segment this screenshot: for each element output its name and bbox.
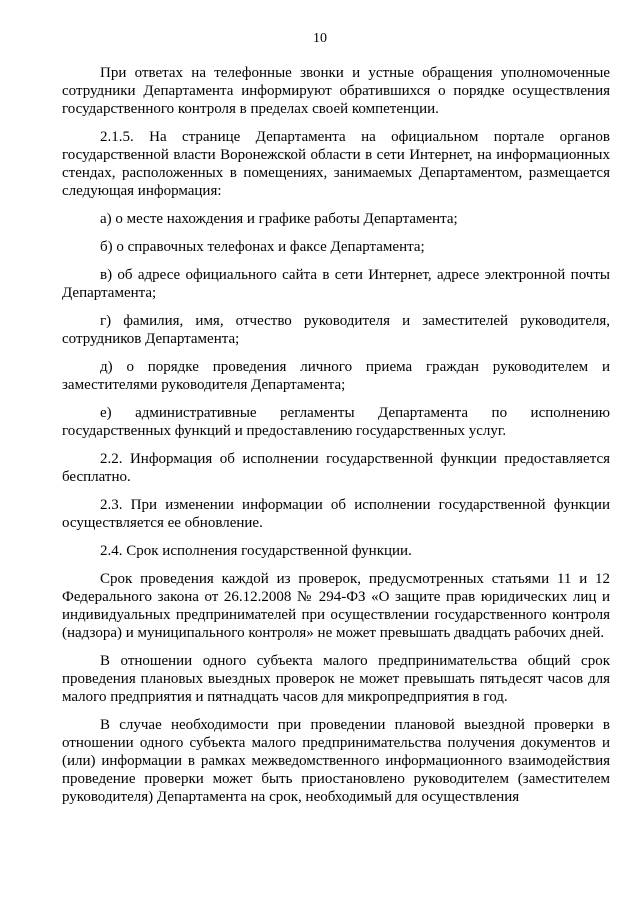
paragraph-2-3: 2.3. При изменении информации об исполнении государственной функции осуществляется ее обновление. [62, 497, 610, 531]
list-item-a: а) о месте нахождения и графике работы Департамента; [100, 211, 458, 227]
paragraph-small-business-term: В отношении одного субъекта малого предпринимательства общий срок проведения плановых выездных проверок не может превышать пятьдесят часов для малого предприятия и пятнадцать часов для микропредприятия в год. [62, 653, 610, 705]
list-item-d: д) о порядке проведения личного приема граждан руководителем и заместителями руководителя Департамента; [62, 359, 610, 393]
paragraph-2-2: 2.2. Информация об исполнении государственной функции предоставляется бесплатно. [62, 451, 610, 485]
paragraph-operator-info: При ответах на телефонные звонки и устные обращения уполномоченные сотрудники Департамента информируют обратившихся о порядке осуществления государственного контроля в пределах своей компетенции. [62, 65, 610, 117]
list-item-g: г) фамилия, имя, отчество руководителя и заместителей руководителя, сотрудников Департамента; [62, 313, 610, 347]
list-item-b: б) о справочных телефонах и факсе Департамента; [100, 239, 425, 255]
paragraph-inspection-term: Срок проведения каждой из проверок, предусмотренных статьями 11 и 12 Федерального закона от 26.12.2008 № 294-ФЗ «О защите прав юридических лиц и индивидуальных предпринимателей при осуществлении государственного контроля (надзора) и муниципального контроля» не может превышать двадцать рабочих дней. [62, 571, 610, 641]
paragraph-2-1-5: 2.1.5. На странице Департамента на официальном портале органов государственной власти Воронежской области в сети Интернет, на информационных стендах, расположенных в помещениях, занимаемых Департаментом, размещается следующая информация: [62, 129, 610, 199]
list-item-v: в) об адресе официального сайта в сети Интернет, адресе электронной почты Департамента; [62, 267, 610, 301]
paragraph-suspension: В случае необходимости при проведении плановой выездной проверки в отношении одного субъекта малого предпринимательства получения документов и (или) информации в рамках межведомственного информационного взаимодействия проведение проверки может быть приостановлено руководителем (заместителем руководителя) Департамента на срок, необходимый для осуществления [62, 717, 610, 805]
page-number: 10 [313, 31, 327, 46]
paragraph-2-4: 2.4. Срок исполнения государственной функции. [100, 543, 412, 559]
document-body [62, 64, 610, 806]
list-item-e: е) административные регламенты Департамента по исполнению государственных функций и предоставлению государственных услуг. [62, 405, 610, 439]
